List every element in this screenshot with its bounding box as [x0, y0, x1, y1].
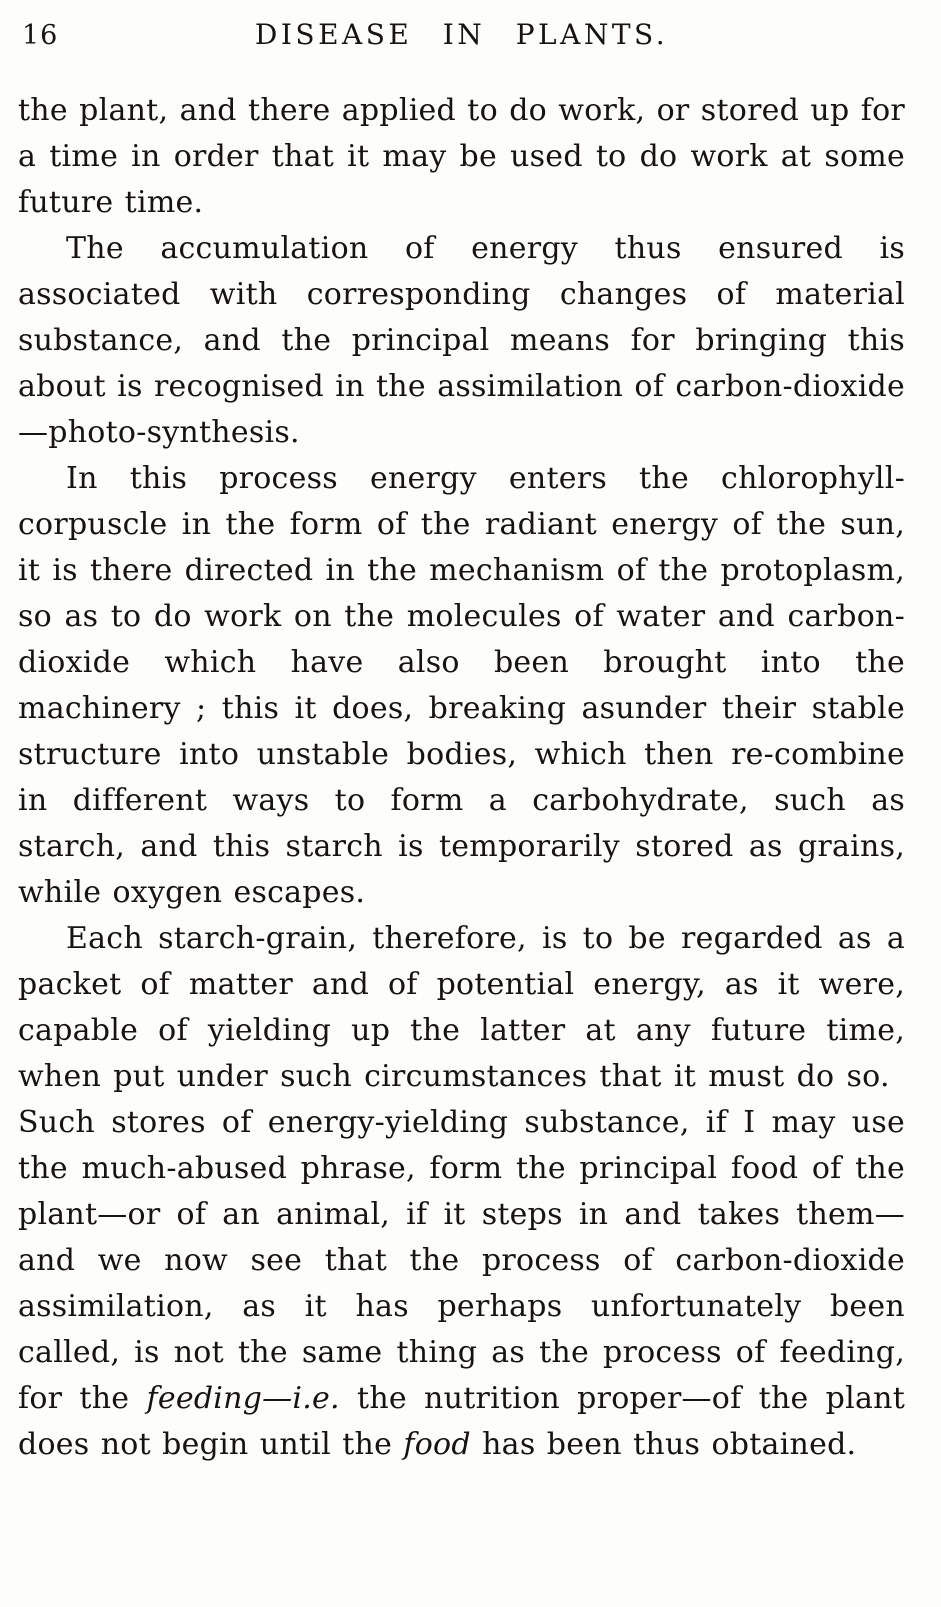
italic-text-food: food	[403, 1427, 471, 1462]
text-segment: the nutrition proper—of the plant does not begin until the	[18, 1381, 905, 1462]
paragraph-accumulation-of-energy: The accumulation of energy thus ensured is associated with corresponding changes of material substance, and the principal means for bringing this about is recognised in the assimilation of carbon-dioxide—photo-synthesis.	[18, 231, 905, 450]
page-body	[18, 88, 905, 1468]
paragraph-photosynthesis-process: In this process energy enters the chlorophyll-corpuscle in the form of the radiant energy of the sun, it is there directed in the mechanism of the protoplasm, so as to do work on the molecules of water and carbon-dioxide which have also been brought into the machinery ; this it does, breaking asunder their stable structure into unstable bodies, which then re-combine in different ways to form a carbohydrate, such as starch, and this starch is temporarily stored as grains, while oxygen escapes.	[18, 461, 905, 910]
text-segment: Each starch-grain, therefore, is to be regarded as a packet of matter and of potential energy, as it were, capable of yielding up the latter at any future time, when put under such circumstances that it must do so. Such stores of energy-yielding substance, if I may use the much-abused phrase, form the principal food of the plant—or of an animal, if it steps in and takes them—and we now see that the process of carbon-dioxide assimilation, as it has perhaps unfortunately been called, is not the same thing as the process of feeding, for the	[18, 921, 905, 1416]
paragraph-continuation: the plant, and there applied to do work, or stored up for a time in order that it may be used to do work at some future time.	[18, 93, 905, 220]
page-number: 16	[22, 20, 59, 51]
paragraph-starch-grain	[18, 916, 905, 1468]
text-segment: has been thus obtained.	[470, 1427, 857, 1462]
page-header	[18, 12, 905, 62]
italic-text-feeding: feeding—i.e.	[146, 1381, 340, 1416]
running-head-title: DISEASE IN PLANTS.	[254, 18, 669, 51]
